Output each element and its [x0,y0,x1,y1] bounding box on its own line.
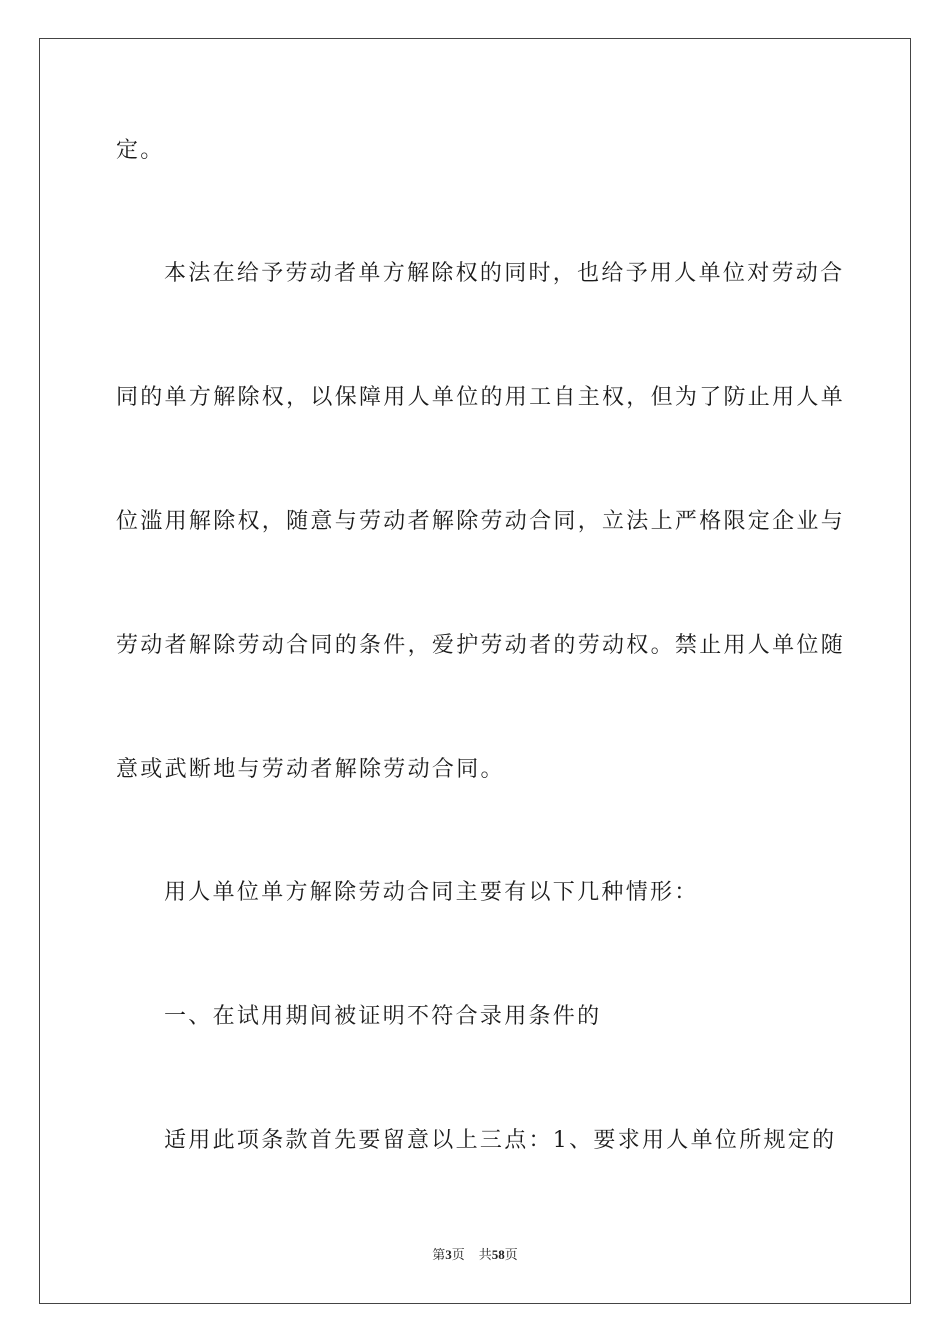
paragraph-start: 本法在给予劳动者单方解除权的同时，也给予用人单位对劳动合 [164,261,845,286]
page-footer [0,1246,950,1264]
total-pages-number: 58 [491,1247,505,1262]
paragraph-start: 用人单位单方解除劳动合同主要有以下几种情形： [164,880,699,905]
text-line: 劳动者解除劳动合同的条件，爱护劳动者的劳动权。禁止用人单位随 [116,633,846,658]
section-heading: 一、在试用期间被证明不符合录用条件的 [164,1004,602,1029]
text-line: 同的单方解除权，以保障用人单位的用工自主权，但为了防止用人单 [116,385,846,410]
footer-total-suffix: 页 [504,1247,518,1262]
text-line: 位滥用解除权，随意与劳动者解除劳动合同，立法上严格限定企业与 [116,509,846,534]
paragraph-start: 适用此项条款首先要留意以上三点：1、要求用人单位所规定的 [164,1128,837,1153]
footer-page-suffix: 页 [451,1247,465,1262]
footer-total-prefix: 共 [478,1247,492,1262]
footer-page-prefix: 第 [432,1247,446,1262]
page-border [39,38,911,1304]
text-line: 定。 [116,138,165,163]
text-line: 意或武断地与劳动者解除劳动合同。 [116,757,505,782]
current-page-number: 3 [445,1247,452,1262]
